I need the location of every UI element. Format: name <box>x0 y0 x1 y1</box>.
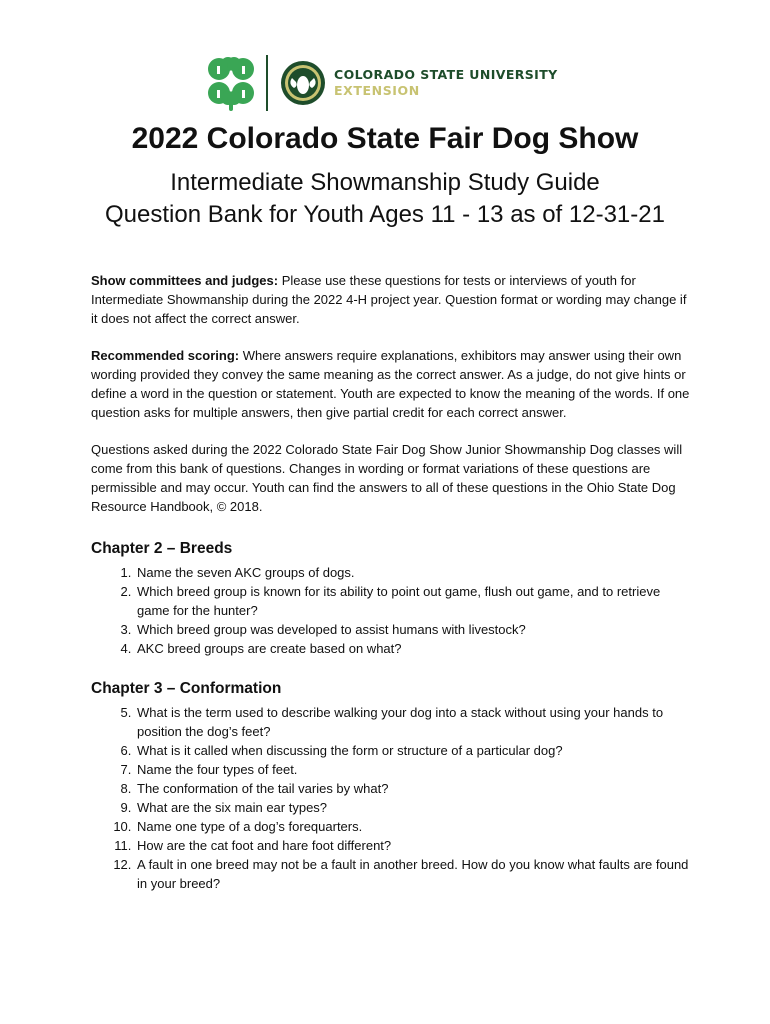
csu-extension: EXTENSION <box>334 83 420 98</box>
question-item: 2. Which breed group is known for its ability to point out game, flush out game, and to retrieve game for the hunter? <box>135 582 691 620</box>
question-item: 9. What are the six main ear types? <box>135 798 691 817</box>
page-subtitle-2: Question Bank for Youth Ages 11 - 13 as of 12-31-21 <box>105 201 665 228</box>
intro-label-judges: Show committees and judges: <box>91 273 279 288</box>
question-list <box>91 703 691 893</box>
question-item: 10. Name one type of a dog’s forequarters. <box>135 817 691 836</box>
intro-text-2: Where answers require explanations, exhibitors may answer using their own wording provided they convey the same meaning as the correct answer. As a judge, do not give hints or define a word in the question or statement. Youth are expected to know the meaning of the words. If one question asks for multiple answers, then give partial credit for each correct answer. <box>91 348 690 420</box>
logo-divider <box>266 55 268 111</box>
logo-bar <box>204 52 558 114</box>
4h-clover-logo <box>204 55 258 111</box>
intro-paragraph-1 <box>91 271 691 328</box>
document-body <box>91 271 691 907</box>
chapter-heading: Chapter 2 – Breeds <box>91 540 233 557</box>
question-item: 11. How are the cat foot and hare foot different? <box>135 836 691 855</box>
question-item: 7. Name the four types of feet. <box>135 760 691 779</box>
intro-paragraph-2 <box>91 346 691 422</box>
question-item: 6. What is it called when discussing the form or structure of a particular dog? <box>135 741 691 760</box>
page-subtitle: Intermediate Showmanship Study Guide <box>170 169 600 196</box>
chapter-heading: Chapter 3 – Conformation <box>91 680 282 697</box>
question-item: 8. The conformation of the tail varies by what? <box>135 779 691 798</box>
csu-name: COLORADO STATE UNIVERSITY <box>334 66 558 82</box>
csu-ram-logo <box>280 60 326 106</box>
question-item: 4. AKC breed groups are create based on what? <box>135 639 691 658</box>
question-item: 12. A fault in one breed may not be a fault in another breed. How do you know what faults are found in your breed? <box>135 855 691 893</box>
question-item: 5. What is the term used to describe walking your dog into a stack without using your hands to position the dog’s feet? <box>135 703 691 741</box>
intro-text-1: Please use these questions for tests or interviews of youth for Intermediate Showmanship during the 2022 4-H project year. Question format or wording may change if it does not affect the correct answer. <box>91 273 687 326</box>
intro-paragraph-3: Questions asked during the 2022 Colorado State Fair Dog Show Junior Showmanship Dog classes will come from this bank of questions. Changes in wording or format variations of these questions are permissible and may occur. Youth can find the answers to all of these questions in the Ohio State Dog Resource Handbook, © 2018. <box>91 442 683 514</box>
intro-label-scoring: Recommended scoring: <box>91 348 240 363</box>
csu-wordmark <box>334 66 558 98</box>
question-item: 3. Which breed group was developed to assist humans with livestock? <box>135 620 691 639</box>
question-item: 1. Name the seven AKC groups of dogs. <box>135 563 691 582</box>
question-list <box>91 563 691 658</box>
page-title: 2022 Colorado State Fair Dog Show <box>131 122 639 155</box>
